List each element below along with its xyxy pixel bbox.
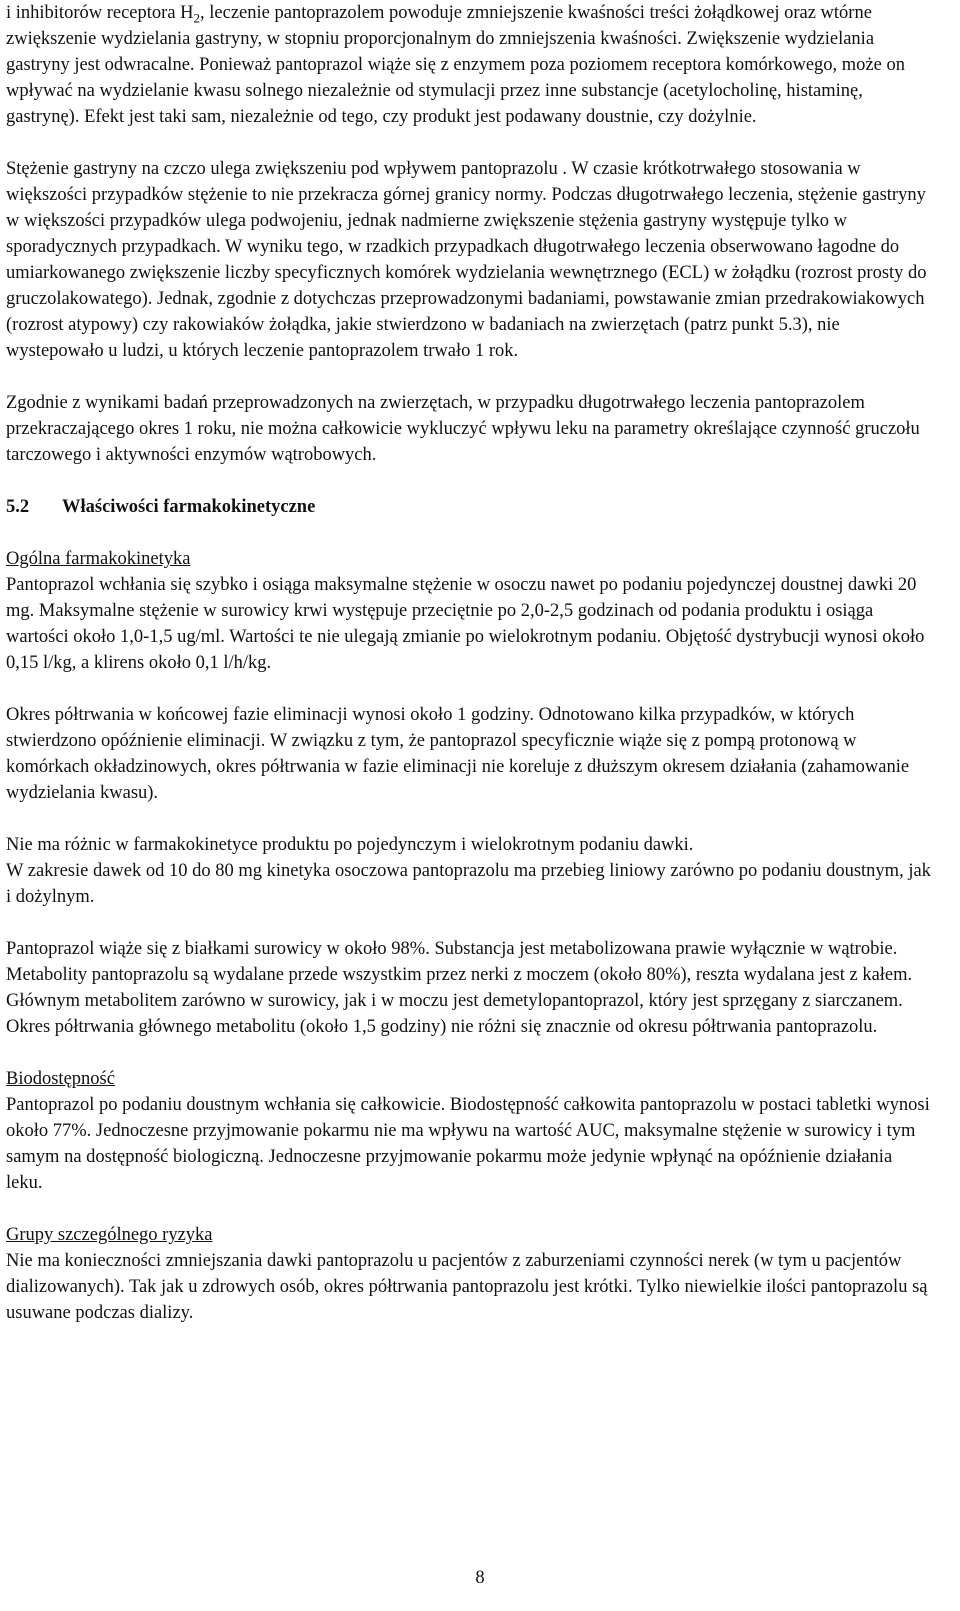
paragraph-animal-studies: Zgodnie z wynikami badań przeprowadzonych na zwierzętach, w przypadku długotrwałego leczenia pantoprazolem przekraczającego okres 1 roku, nie można całkowicie wykluczyć wpływu leku na parametry określające czynność gruczołu tarczowego i aktywności enzymów wątrobowych. bbox=[6, 393, 920, 465]
paragraph-kinetics bbox=[6, 832, 932, 910]
subheading-special-risk: Grupy szczególnego ryzyka bbox=[6, 1225, 213, 1245]
paragraph-special-risk: Nie ma konieczności zmniejszania dawki pantoprazolu u pacjentów z zaburzeniami czynności nerek (w tym u pacjentów dializowanych). Tak jak u zdrowych osób, okres półtrwania pantoprazolu jest krótki. Tylko niewielkie ilości pantoprazolu są usuwane podczas dializy. bbox=[6, 1251, 928, 1323]
section-heading bbox=[6, 494, 932, 520]
subheading-general: Ogólna farmakokinetyka bbox=[6, 549, 191, 569]
paragraph-absorption: Pantoprazol wchłania się szybko i osiąga maksymalne stężenie w osoczu nawet po podaniu pojedynczej doustnej dawki 20 mg. Maksymalne stężenie w surowicy krwi występuje przeciętnie po 2,0-2,5 godzinach od podania produktu i osiąga wartości około 1,0-1,5 ug/ml. Wartości te nie ulegają zmianie po wielokrotnym podaniu. Objętość dystrybucji wynosi około 0,15 l/kg, a klirens około 0,1 l/h/kg. bbox=[6, 575, 925, 673]
general-pharmacokinetics-block bbox=[6, 546, 932, 676]
subscript-2: 2 bbox=[193, 10, 201, 26]
paragraph-kinetics-line1: Nie ma różnic w farmakokinetyce produktu po pojedynczym i wielokrotnym podaniu dawki. bbox=[6, 835, 694, 855]
section-title: Właściwości farmakokinetyczne bbox=[62, 497, 316, 517]
paragraph-half-life: Okres półtrwania w końcowej fazie eliminacji wynosi około 1 godziny. Odnotowano kilka przypadków, w których stwierdzono opóźnienie eliminacji. W związku z tym, że pantoprazol specyficznie wiąże się z pompą protonową w komórkach okładzinowych, okres półtrwania w fazie eliminacji nie koreluje z dłuższym okresem działania (zahamowanie wydzielania kwasu). bbox=[6, 705, 910, 803]
bioavailability-block bbox=[6, 1066, 932, 1196]
special-risk-block bbox=[6, 1222, 932, 1326]
section-number: 5.2 bbox=[6, 497, 30, 517]
paragraph-gastric-acidity bbox=[6, 0, 932, 130]
document-page bbox=[6, 0, 932, 1352]
paragraph-text: i inhibitorów receptora H bbox=[6, 3, 194, 23]
paragraph-metabolism: Pantoprazol wiąże się z białkami surowicy w około 98%. Substancja jest metabolizowana prawie wyłącznie w wątrobie. Metabolity pantoprazolu są wydalane przede wszystkim przez nerki z moczem (około 80%), reszta wydalana jest z kałem. Głównym metabolitem zarówno w surowicy, jak i w moczu jest demetylopantoprazol, który jest sprzęgany z siarczanem. Okres półtrwania głównego metabolitu (około 1,5 godziny) nie różni się znacznie od okresu półtrwania pantoprazolu. bbox=[6, 939, 913, 1037]
paragraph-bioavailability: Pantoprazol po podaniu doustnym wchłania się całkowicie. Biodostępność całkowita pantoprazolu w postaci tabletki wynosi około 77%. Jednoczesne przyjmowanie pokarmu nie ma wpływu na wartość AUC, maksymalne stężenie w surowicy i tym samym na dostępność biologiczną. Jednoczesne przyjmowanie pokarmu może jedynie wpłynąć na opóźnienie działania leku. bbox=[6, 1095, 930, 1193]
paragraph-kinetics-line2: W zakresie dawek od 10 do 80 mg kinetyka osoczowa pantoprazolu ma przebieg liniowy zarówno po podaniu doustnym, jak i dożylnym. bbox=[6, 861, 931, 907]
page-number: 8 bbox=[475, 1568, 485, 1588]
subheading-bioavailability: Biodostępność bbox=[6, 1069, 115, 1089]
paragraph-gastrin: Stężenie gastryny na czczo ulega zwiększeniu pod wpływem pantoprazolu . W czasie krótkotrwałego stosowania w większości przypadków stężenie to nie przekracza górnej granicy normy. Podczas długotrwałego leczenia, stężenie gastryny w większości przypadków ulega podwojeniu, jednak nadmierne zwiększenie stężenia gastryny występuje tylko w sporadycznych przypadkach. W wyniku tego, w rzadkich przypadkach długotrwałego leczenia obserwowano łagodne do umiarkowanego zwiększenie liczby specyficznych komórek wydzielania wewnętrznego (ECL) w żołądku (rozrost prosty do gruczolakowatego). Jednak, zgodnie z dotychczas przeprowadzonymi badaniami, powstawanie zmian przedrakowiakowych (rozrost atypowy) czy rakowiaków żołądka, jakie stwierdzono w badaniach na zwierzętach (patrz punkt 5.3), nie wystepowało u ludzi, u których leczenie pantoprazolem trwało 1 rok. bbox=[6, 159, 927, 361]
paragraph-text-continued: , leczenie pantoprazolem powoduje zmniejszenie kwaśności treści żołądkowej oraz wtórne zwiększenie wydzielania gastryny, w stopniu proporcjonalnym do zmniejszenia kwaśności. Zwiększenie wydzielania gastryny jest odwracalne. Ponieważ pantoprazol wiąże się z enzymem poza poziomem receptora komórkowego, może on wpływać na wydzielanie kwasu solnego niezależnie od stymulacji przez inne substancje (acetylocholinę, histaminę, gastrynę). Efekt jest taki sam, niezależnie od tego, czy produkt jest podawany doustnie, czy dożylnie. bbox=[6, 3, 905, 127]
